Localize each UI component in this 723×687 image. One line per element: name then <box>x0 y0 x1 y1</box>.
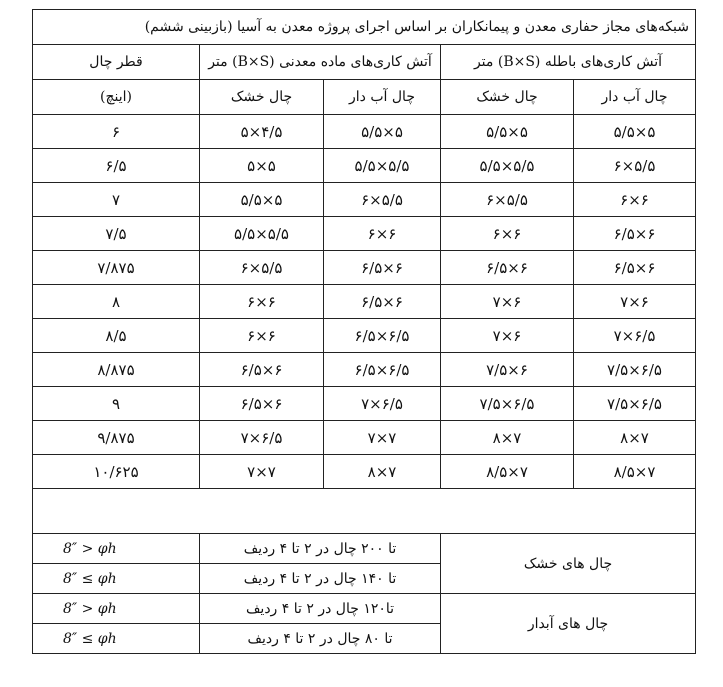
waste-wet-cell: ۵×۵/۵ <box>574 115 696 149</box>
ore-wet-cell: ۷×۷ <box>324 421 441 455</box>
note-text: تا ۱۴۰ چال در ۲ تا ۴ ردیف <box>200 564 441 594</box>
waste-dry-cell: ۶×۷ <box>441 319 574 353</box>
table-row <box>33 251 696 285</box>
ore-dry-cell: ۶×۶ <box>200 285 324 319</box>
ore-wet-cell: ۶/۵×۷ <box>324 387 441 421</box>
ore-dry-cell: ۷×۷ <box>200 455 324 489</box>
ore-dry-cell: ۴/۵×۵ <box>200 115 324 149</box>
ore-wet-cell: ۶/۵×۶/۵ <box>324 319 441 353</box>
ore-wet-cell: ۶/۵×۶/۵ <box>324 353 441 387</box>
note-text: تا ۲۰۰ چال در ۲ تا ۴ ردیف <box>200 534 441 564</box>
table-row <box>33 387 696 421</box>
ore-dry-cell: ۶×۶/۵ <box>200 353 324 387</box>
table-row <box>33 285 696 319</box>
blast-grid-table <box>32 9 696 654</box>
waste-dry-cell: ۶/۵×۷/۵ <box>441 387 574 421</box>
blast-grid-table-container <box>32 9 695 654</box>
ore-wet-cell: ۷×۸ <box>324 455 441 489</box>
ore-wet-cell: ۵×۵/۵ <box>324 115 441 149</box>
diameter-cell: ۹ <box>33 387 200 421</box>
ore-wet-cell: ۶×۶/۵ <box>324 251 441 285</box>
waste-dry-cell: ۵/۵×۵/۵ <box>441 149 574 183</box>
waste-dry-cell: ۶×۷/۵ <box>441 353 574 387</box>
waste-wet-cell: ۶×۶ <box>574 183 696 217</box>
waste-wet-header: چال آب دار <box>574 80 696 115</box>
ore-dry-cell: ۵×۵ <box>200 149 324 183</box>
table-row <box>33 421 696 455</box>
note-text: تا ۸۰ چال در ۲ تا ۴ ردیف <box>200 624 441 654</box>
diameter-cell: ۶ <box>33 115 200 149</box>
waste-dry-cell: ۷×۸ <box>441 421 574 455</box>
ore-wet-cell: ۶×۶ <box>324 217 441 251</box>
diameter-cell: ۹/۸۷۵ <box>33 421 200 455</box>
waste-wet-cell: ۶×۶/۵ <box>574 217 696 251</box>
diameter-condition: 8″ > φh <box>33 534 200 564</box>
waste-dry-cell: ۶×۶ <box>441 217 574 251</box>
ore-dry-cell: ۵/۵×۵/۵ <box>200 217 324 251</box>
diameter-condition: 8″ > φh <box>33 594 200 624</box>
waste-dry-cell: ۶×۶/۵ <box>441 251 574 285</box>
table-title: شبکه‌های مجاز حفاری معدن و پیمانکاران بر اساس اجرای پروژه معدن به آسیا (بازبینی ششم) <box>33 10 696 45</box>
ore-dry-header: چال خشک <box>200 80 324 115</box>
note-text: تا۱۲۰ چال در ۲ تا ۴ ردیف <box>200 594 441 624</box>
spacer-row <box>33 489 696 534</box>
table-row <box>33 319 696 353</box>
ore-wet-cell: ۶×۶/۵ <box>324 285 441 319</box>
diameter-cell: ۸/۸۷۵ <box>33 353 200 387</box>
diameter-cell: ۷/۵ <box>33 217 200 251</box>
diameter-cell: ۸/۵ <box>33 319 200 353</box>
wet-holes-label: چال های آبدار <box>441 594 696 654</box>
ore-dry-cell: ۵×۵/۵ <box>200 183 324 217</box>
table-row <box>33 455 696 489</box>
table-row <box>33 217 696 251</box>
waste-dry-cell: ۵/۵×۶ <box>441 183 574 217</box>
waste-dry-header: چال خشک <box>441 80 574 115</box>
waste-wet-cell: ۶/۵×۷ <box>574 319 696 353</box>
ore-dry-cell: ۶×۶ <box>200 319 324 353</box>
table-row <box>33 115 696 149</box>
waste-dry-cell: ۵×۵/۵ <box>441 115 574 149</box>
waste-wet-cell: ۶×۶/۵ <box>574 251 696 285</box>
ore-dry-cell: ۵/۵×۶ <box>200 251 324 285</box>
waste-wet-cell: ۷×۸ <box>574 421 696 455</box>
ore-dry-cell: ۶×۶/۵ <box>200 387 324 421</box>
waste-wet-cell: ۶×۷ <box>574 285 696 319</box>
diameter-unit: (اینچ) <box>33 80 200 115</box>
waste-dry-cell: ۷×۸/۵ <box>441 455 574 489</box>
ore-wet-cell: ۵/۵×۵/۵ <box>324 149 441 183</box>
waste-wet-cell: ۶/۵×۷/۵ <box>574 387 696 421</box>
diameter-condition: 8″ ≤ φh <box>33 624 200 654</box>
waste-wet-cell: ۵/۵×۶ <box>574 149 696 183</box>
diameter-cell: ۸ <box>33 285 200 319</box>
ore-wet-header: چال آب دار <box>324 80 441 115</box>
waste-dry-cell: ۶×۷ <box>441 285 574 319</box>
table-row <box>33 149 696 183</box>
diameter-condition: 8″ ≤ φh <box>33 564 200 594</box>
table-row <box>33 183 696 217</box>
diameter-cell: ۶/۵ <box>33 149 200 183</box>
ore-dry-cell: ۶/۵×۷ <box>200 421 324 455</box>
diameter-header: قطر چال <box>33 45 200 80</box>
table-row <box>33 353 696 387</box>
ore-wet-cell: ۵/۵×۶ <box>324 183 441 217</box>
diameter-cell: ۷/۸۷۵ <box>33 251 200 285</box>
dry-holes-label: چال های خشک <box>441 534 696 594</box>
waste-wet-cell: ۶/۵×۷/۵ <box>574 353 696 387</box>
diameter-cell: ۱۰/۶۲۵ <box>33 455 200 489</box>
waste-group-header: آتش کاری‌های باطله (B×S) متر <box>441 45 696 80</box>
diameter-cell: ۷ <box>33 183 200 217</box>
ore-group-header: آتش کاری‌های ماده معدنی (B×S) متر <box>200 45 441 80</box>
waste-wet-cell: ۷×۸/۵ <box>574 455 696 489</box>
